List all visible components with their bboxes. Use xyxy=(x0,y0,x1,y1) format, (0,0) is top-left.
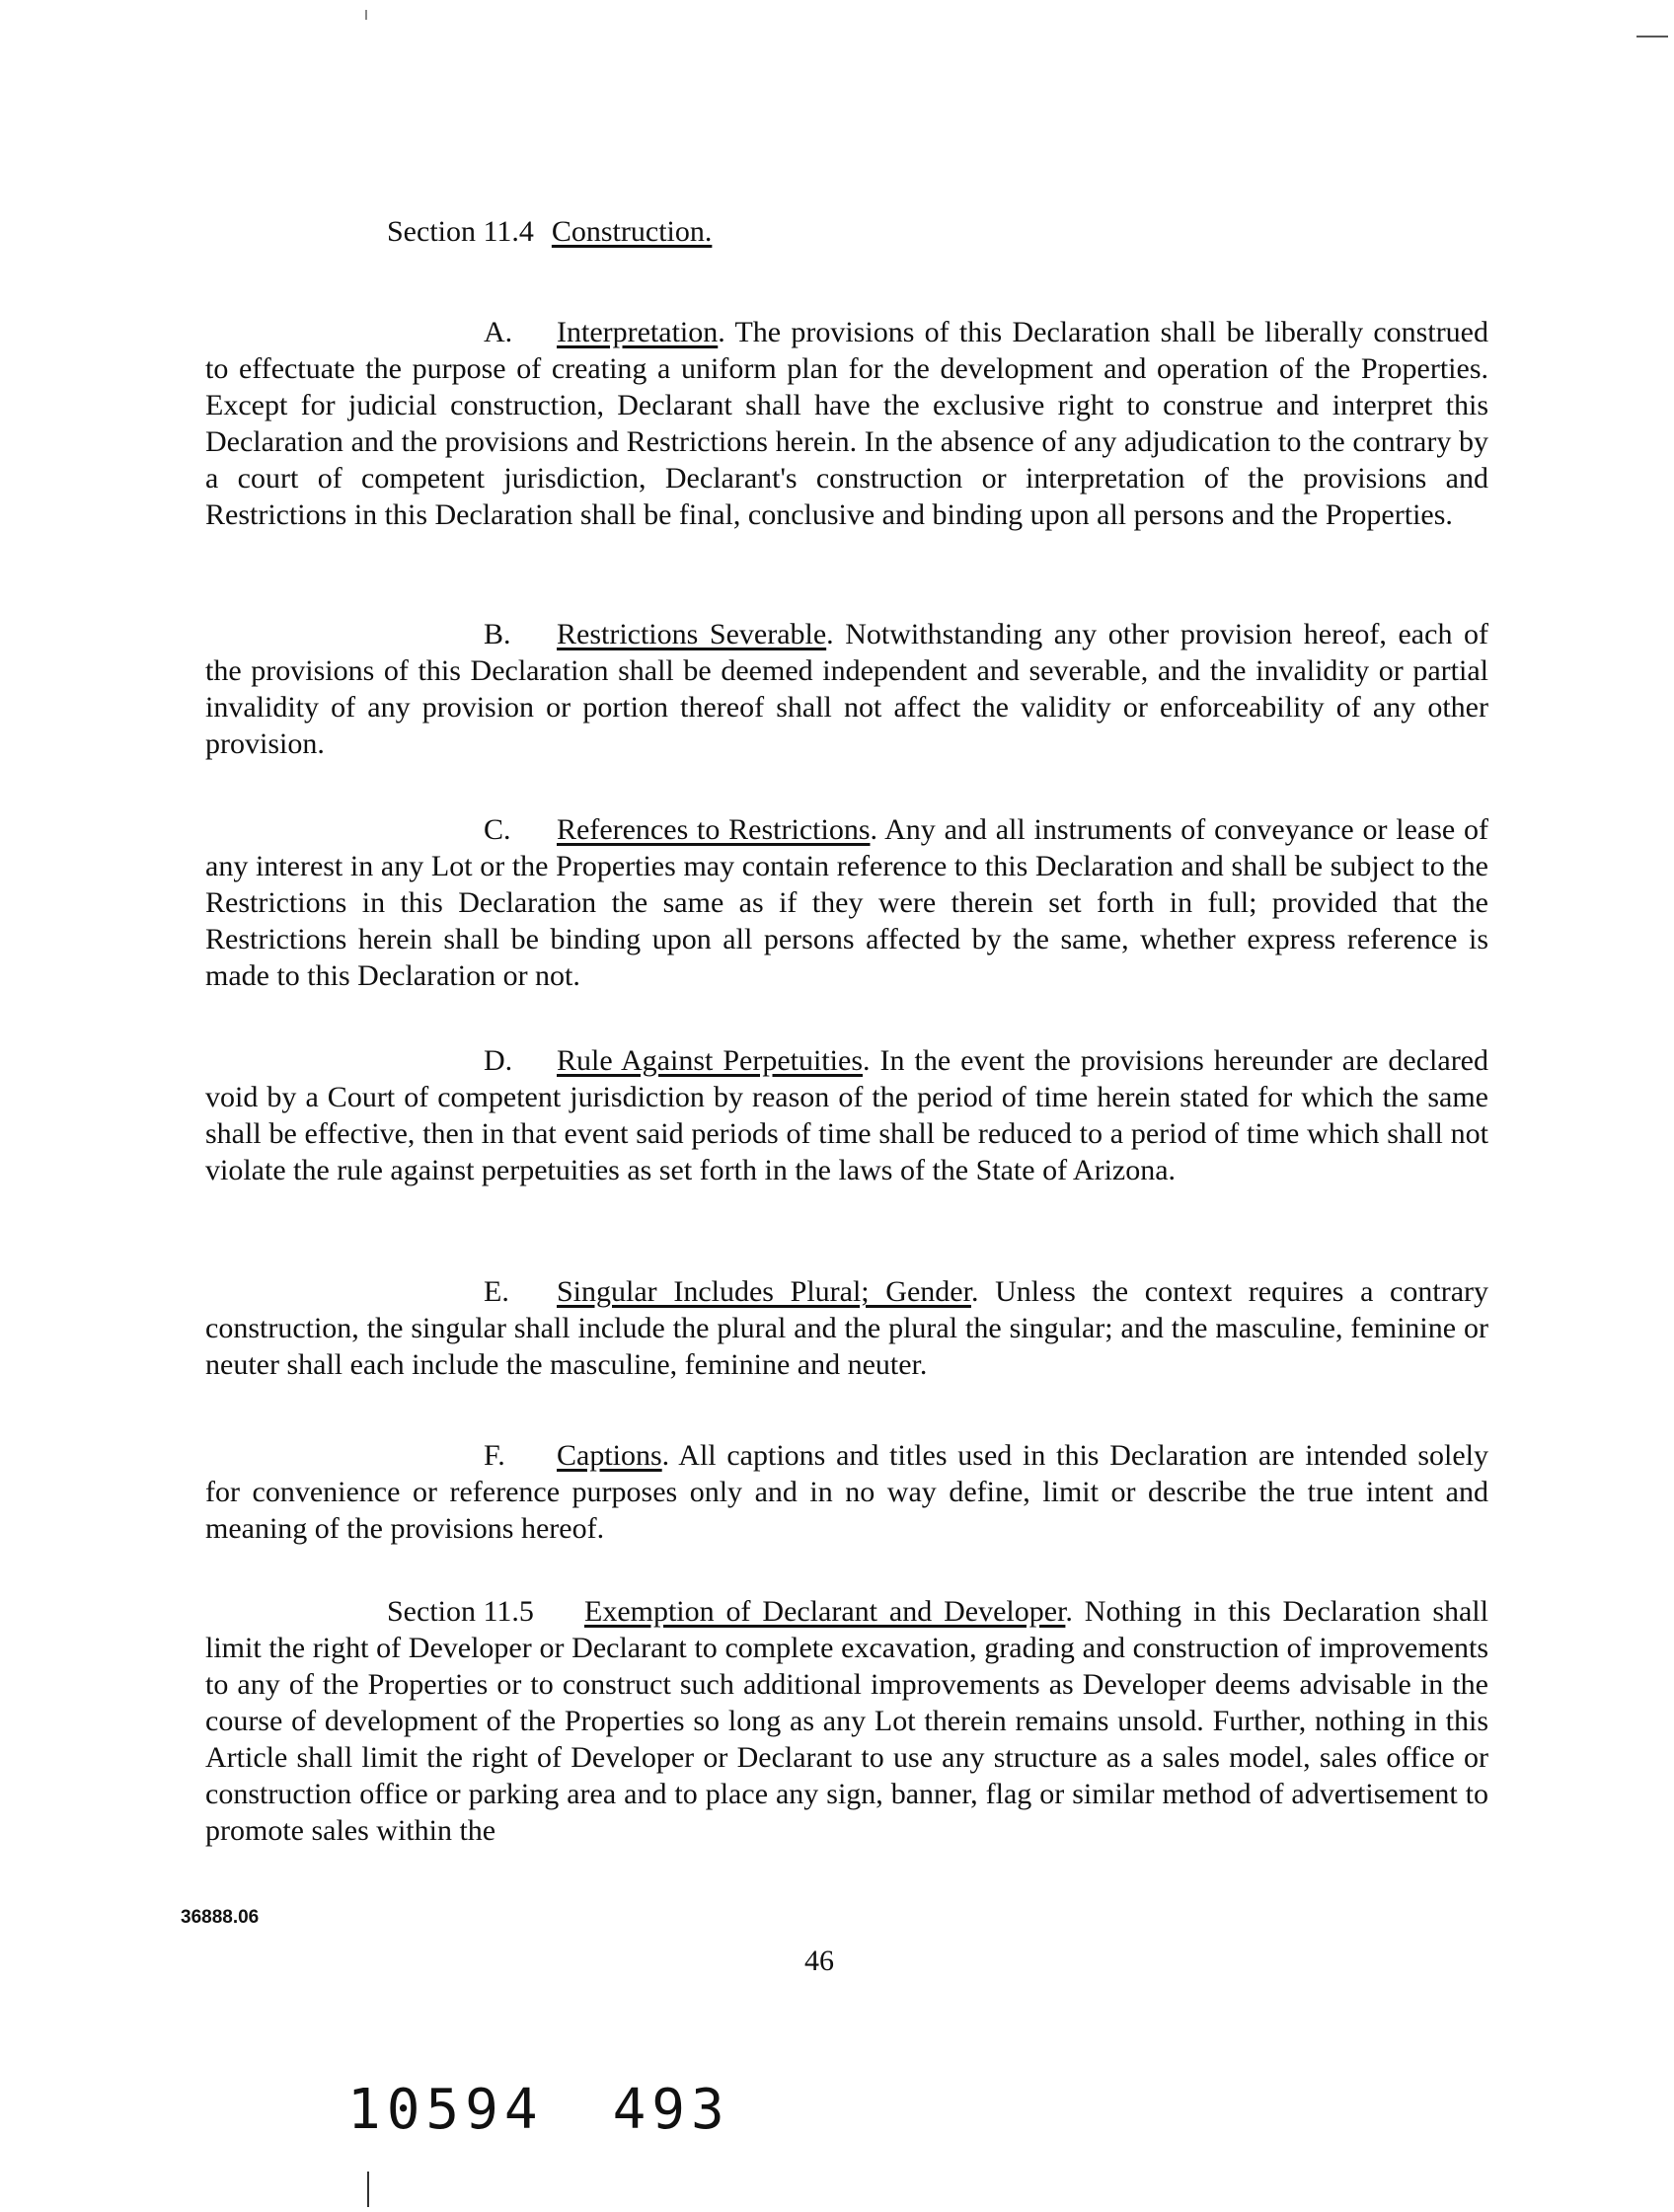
paragraph-label: D. xyxy=(484,1044,513,1077)
paragraph-caption: Singular Includes Plural; Gender xyxy=(557,1275,971,1308)
recording-stamp xyxy=(347,2078,730,2142)
paragraph-c xyxy=(205,811,1488,994)
paragraph-b xyxy=(205,616,1488,762)
paragraph-caption: Restrictions Severable xyxy=(557,618,827,650)
recording-page: 493 xyxy=(612,2078,730,2142)
paragraph-text: . Any and all instruments of conveyance or lease of any interest in any Lot or the Properties may contain reference to this Declaration and shall be subject to the Restrictions in this Declaration the same as if they were therein set forth in full; provided that the Restrictions herein shall be binding upon all persons affected by the same, whether express reference is made to this Declaration or not. xyxy=(205,813,1488,992)
scan-mark-bottom xyxy=(367,2172,369,2207)
paragraph-text: . All captions and titles used in this Declaration are intended solely for convenience or reference purposes only and in no way define, limit or describe the true intent and meaning of the provisions hereof. xyxy=(205,1439,1488,1545)
paragraph-label: C. xyxy=(484,813,511,846)
paragraph-d xyxy=(205,1042,1488,1188)
paragraph-label: E. xyxy=(484,1275,509,1308)
section-title: Construction. xyxy=(551,215,713,248)
paragraph-text: . Notwithstanding any other provision hereof, each of the provisions of this Declaration shall be deemed independent and severable, and the invalidity or partial invalidity of any provision or portion thereof shall not affect the validity or enforceability of any other provision. xyxy=(205,618,1488,760)
paragraph-caption: Interpretation xyxy=(557,316,719,348)
section-number: Section 11.4 xyxy=(387,215,534,248)
paragraph-label: A. xyxy=(484,316,513,348)
section-11-5-paragraph xyxy=(205,1593,1488,1849)
scan-mark-top xyxy=(365,10,367,20)
section-number: Section 11.5 xyxy=(387,1595,534,1628)
paragraph-label: F. xyxy=(484,1439,505,1472)
page-number: 46 xyxy=(804,1945,834,1977)
paragraph-a xyxy=(205,314,1488,533)
section-text: . Nothing in this Declaration shall limit the right of Developer or Declarant to complete excavation, grading and construction of improvements to any of the Properties or to construct such additional improvements as Developer deems advisable in the course of development of the Properties so long as any Lot therein remains unsold. Further, nothing in this Article shall limit the right of Developer or Declarant to use any structure as a sales model, sales office or construction office or parking area and to place any sign, banner, flag or similar method of advertisement to promote sales within the xyxy=(205,1595,1488,1847)
paragraph-text: . The provisions of this Declaration shall be liberally construed to effectuate the purpose of creating a uniform plan for the development and operation of the Properties. Except for judicial construction, Declarant shall have the exclusive right to construe and interpret this Declaration and the provisions and Restrictions herein. In the absence of any adjudication to the contrary by a court of competent jurisdiction, Declarant's construction or interpretation of the provisions and Restrictions in this Declaration shall be final, conclusive and binding upon all persons and the Properties. xyxy=(205,316,1488,531)
paragraph-e xyxy=(205,1273,1488,1383)
section-caption: Exemption of Declarant and Developer xyxy=(584,1595,1066,1628)
paragraph-caption: Rule Against Perpetuities xyxy=(557,1044,863,1077)
scan-mark-corner xyxy=(1636,36,1668,38)
paragraph-caption: Captions xyxy=(557,1439,662,1472)
document-code: 36888.06 xyxy=(181,1907,260,1928)
recording-book: 10594 xyxy=(347,2078,544,2142)
paragraph-caption: References to Restrictions xyxy=(557,813,871,846)
section-11-4-heading xyxy=(387,212,712,252)
paragraph-label: B. xyxy=(484,618,511,650)
paragraph-text: . In the event the provisions hereunder are declared void by a Court of competent jurisdiction by reason of the period of time herein stated for which the same shall be effective, then in that event said periods of time shall be reduced to a period of time which shall not violate the rule against perpetuities as set forth in the laws of the State of Arizona. xyxy=(205,1044,1489,1186)
paragraph-text: . Unless the context requires a contrary construction, the singular shall include the plural and the plural the singular; and the masculine, feminine or neuter shall each include the masculine, feminine and neuter. xyxy=(205,1275,1489,1381)
paragraph-f xyxy=(205,1437,1488,1547)
